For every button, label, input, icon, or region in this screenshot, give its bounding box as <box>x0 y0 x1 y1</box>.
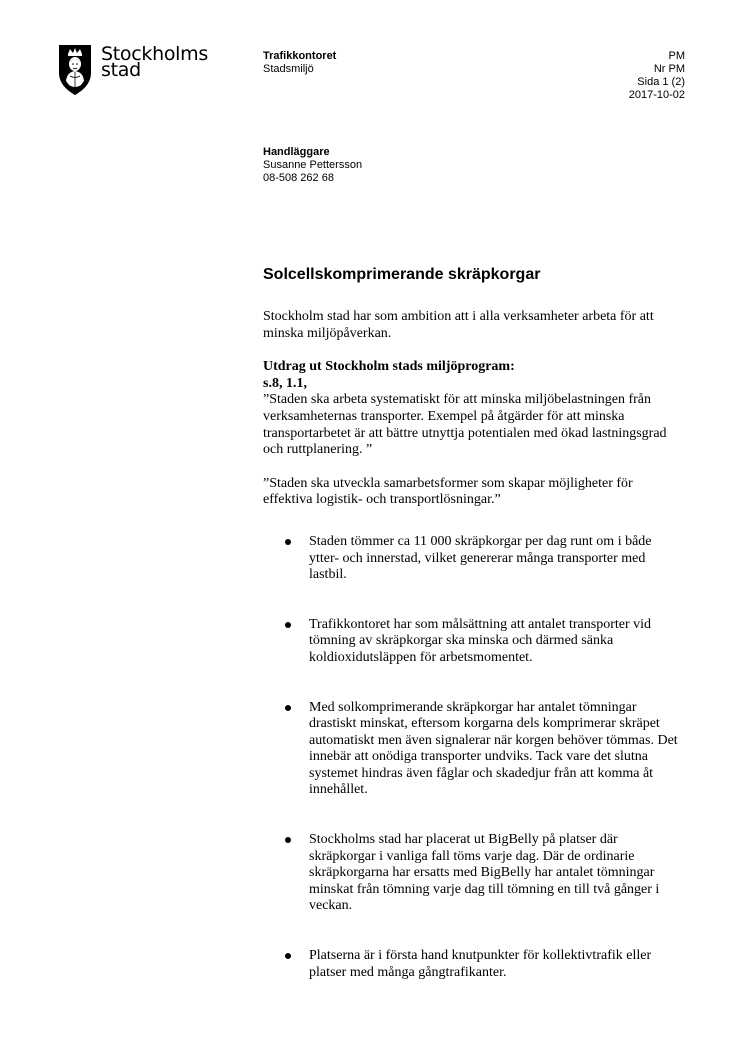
intro-paragraph: Stockholm stad har som ambition att i alla verksamheter arbeta för att minska miljöpåverkan. <box>263 309 654 341</box>
excerpt-reference: s.8, 1.1, <box>263 375 307 391</box>
handler-name: Susanne Pettersson <box>263 159 363 171</box>
handler-block <box>263 146 362 185</box>
bullet-icon <box>285 622 291 628</box>
logo-line-2: stad <box>101 59 141 81</box>
city-crest-icon <box>58 43 92 96</box>
page-indicator: Sida 1 (2) <box>637 76 685 88</box>
document-title: Solcellskomprimerande skräpkorgar <box>263 266 541 283</box>
list-item <box>263 700 683 800</box>
document-date: 2017-10-02 <box>628 89 685 101</box>
handler-label: Handläggare <box>263 146 330 158</box>
quote-paragraph-1: ”Staden ska arbeta systematiskt för att minska miljöbelastningen från verksamheternas transporter. Exempel på åtgärder för att minska transportarbetet är att bättre utnyttja potentialen med ökad lastningsgrad och ruttplanering. ” <box>263 392 667 458</box>
organisation-block <box>263 50 336 76</box>
excerpt-heading: Utdrag ut Stockholm stads miljöprogram: <box>263 359 515 375</box>
document-number: Nr PM <box>653 63 685 75</box>
list-item <box>263 948 683 981</box>
list-item-text: Staden tömmer ca 11 000 skräpkorgar per dag runt om i både ytter- och innerstad, vilket genererar många transporter med lastbil. <box>309 533 652 583</box>
list-item-text: Trafikkontoret har som målsättning att antalet transporter vid tömning av skräpkorgar ska minska och därmed sänka koldioxidutsläppen för arbetsmomentet. <box>309 616 652 665</box>
bullet-icon <box>285 539 291 545</box>
list-item-text: Med solkomprimerande skräpkorgar har antalet tömningar drastiskt minskat, eftersom korgarna dels komprimerar skräpet automatiskt men även signalerar när korgen behöver tömmas. Det innebär att onödiga transporter undviks. Tack vare det slutna systemet hindras även fåglar och skadedjur från att komma åt innehållet. <box>309 699 678 798</box>
logo-wordmark <box>101 43 208 81</box>
department-name: Trafikkontoret <box>263 50 337 62</box>
list-item-text: Stockholms stad har placerat ut BigBelly på platser där skräpkorgar i vanliga fall töms varje dag. Där de ordinarie skräpkorgarna har ersatts med BigBelly har antalet tömningar minskat från tömning varje dag till tömning en till två gånger i veckan. <box>309 832 660 914</box>
bullet-list <box>263 534 683 981</box>
logo-line-1: Stockholms <box>101 43 208 65</box>
bullet-icon <box>285 705 291 711</box>
bullet-icon <box>285 953 291 959</box>
document-type: PM <box>668 50 685 62</box>
quote-paragraph-2: ”Staden ska utveckla samarbetsformer som skapar möjligheter för effektiva logistik- och transportlösningar.” <box>263 475 633 508</box>
document-body <box>263 309 683 1014</box>
list-item <box>263 832 683 915</box>
list-item <box>263 617 683 667</box>
document-meta <box>629 50 685 102</box>
bullet-icon <box>285 837 291 843</box>
city-logo <box>58 43 208 96</box>
handler-phone: 08-508 262 68 <box>263 172 334 184</box>
list-item-text: Platserna är i första hand knutpunkter för kollektivtrafik eller platser med många gångtrafikanter. <box>309 948 652 980</box>
unit-name: Stadsmiljö <box>263 63 314 75</box>
list-item <box>263 534 683 584</box>
